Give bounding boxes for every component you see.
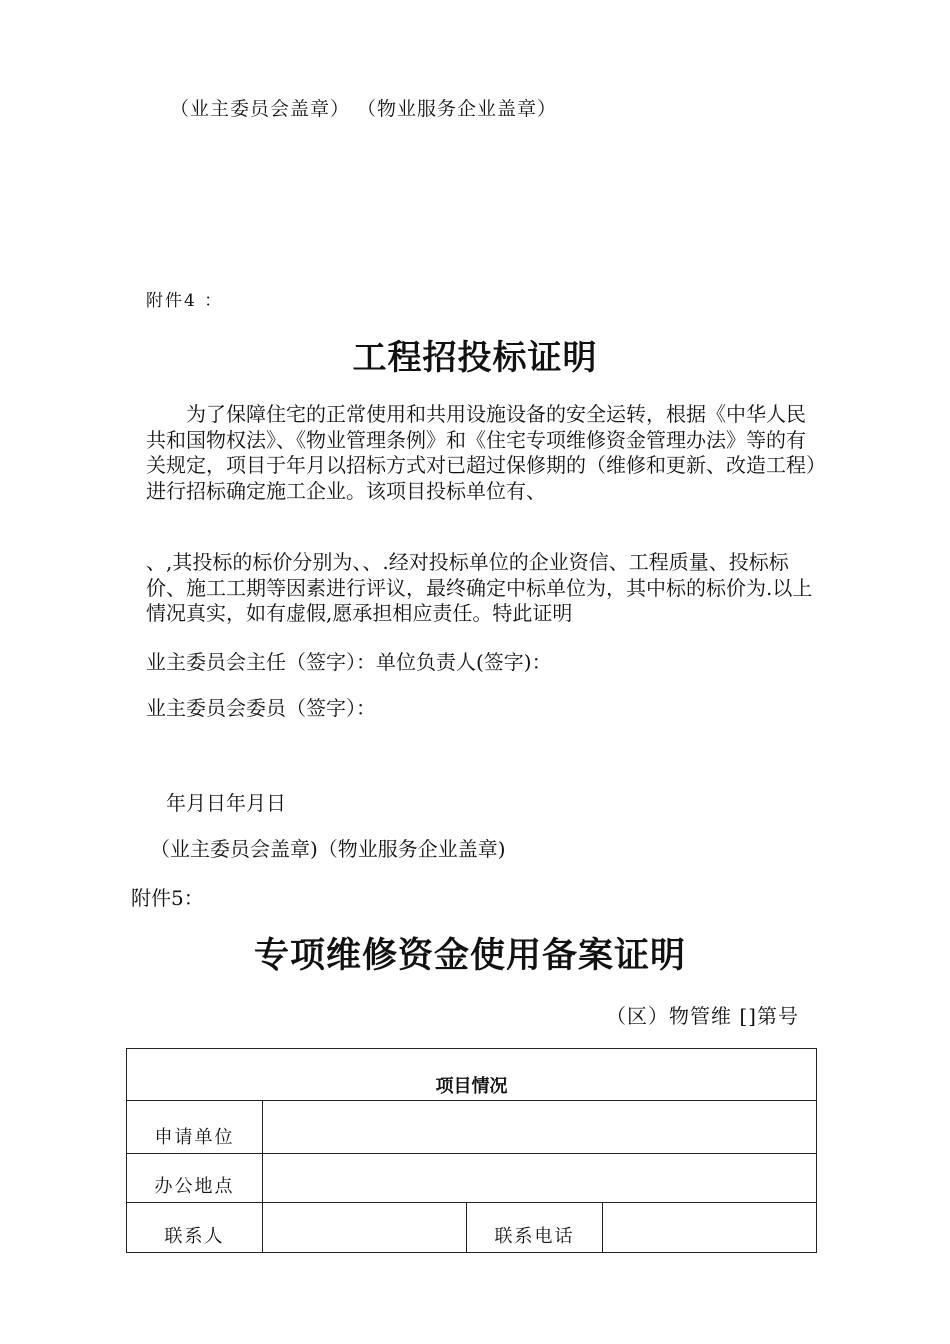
applicant-label: 申请单位 bbox=[127, 1101, 263, 1154]
date-line: 年月日年月日 bbox=[166, 791, 286, 815]
table-row bbox=[127, 1154, 817, 1203]
project-info-header: 项目情况 bbox=[127, 1049, 817, 1101]
document-number: （区）物管维 []第号 bbox=[606, 1004, 799, 1028]
phone-label: 联系电话 bbox=[467, 1203, 603, 1253]
office-value-cell[interactable] bbox=[263, 1154, 817, 1203]
bidding-paragraph-2: 、,其投标的标价分别为、、.经对投标单位的企业资信、工程质量、投标标价、施工工期等因素进行评议，最终确定中标单位为，其中标的标价为.以上情况真实，如有虚假,愿承担相应责任。特此证明 bbox=[146, 550, 813, 625]
phone-value-cell[interactable] bbox=[603, 1203, 817, 1253]
bidding-seals-line: （业主委员会盖章)（物业服务企业盖章) bbox=[150, 837, 506, 861]
table-row bbox=[127, 1203, 817, 1253]
attachment-4-label: 附件4 ： bbox=[146, 291, 224, 311]
signature-member-line: 业主委员会委员（签字）： bbox=[146, 696, 376, 720]
bidding-certificate-title: 工程招投标证明 bbox=[352, 338, 598, 378]
attachment-5-label: 附件5： bbox=[131, 886, 204, 910]
top-seals-line: （业主委员会盖章） （物业服务企业盖章） bbox=[170, 98, 558, 120]
filing-certificate-title: 专项维修资金使用备案证明 bbox=[253, 936, 686, 976]
project-info-table bbox=[126, 1048, 817, 1253]
signature-chair-line: 业主委员会主任（签字）：单位负责人(签字)： bbox=[146, 650, 552, 674]
applicant-value-cell[interactable] bbox=[263, 1101, 817, 1154]
office-label: 办公地点 bbox=[127, 1154, 263, 1203]
contact-label: 联系人 bbox=[127, 1203, 263, 1253]
table-row bbox=[127, 1101, 817, 1154]
contact-value-cell[interactable] bbox=[263, 1203, 467, 1253]
bidding-paragraph-1: 为了保障住宅的正常使用和共用设施设备的安全运转，根据《中华人民共和国物权法》、《物业管理条例》和《住宅专项维修资金管理办法》等的有关规定，项目于年月以招标方式对已超过保修期的（维修和更新、改造工程）进行招标确定施工企业。该项目投标单位有、 bbox=[146, 402, 816, 503]
table-header-row bbox=[127, 1049, 817, 1101]
